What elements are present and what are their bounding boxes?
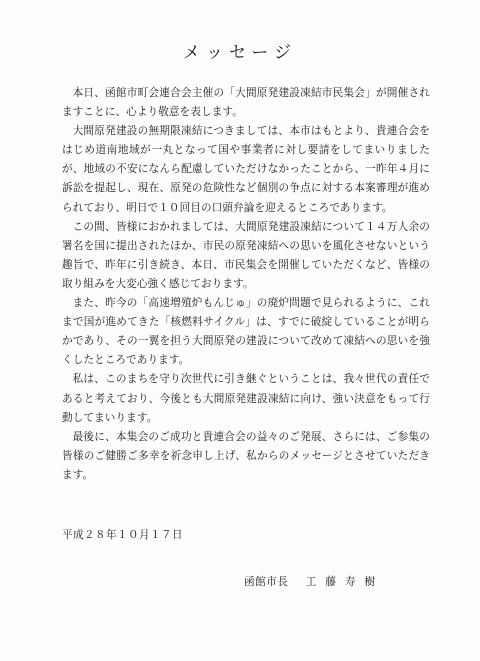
paragraph-5: 私は、このまちを守り次世代に引き継ぐということは、我々世代の責任であると考えており、今後とも大間原発建設凍結に向け、強い決意をもって行動してまいります。 xyxy=(62,373,430,424)
paragraph-1: 本日、函館市町会連合会主催の「大間原発建設凍結市民集会」が開催されますことに、心より敬意を表します。 xyxy=(62,87,430,119)
signature-name: 工藤寿樹 xyxy=(305,576,385,588)
paragraph-6: 最後に、本集会のご成功と貴連合会の益々のご発展、さらには、ご参集の皆様のご健勝ご多幸を祈念申し上げ、私からのメッセージとさせていただきます。 xyxy=(62,430,430,481)
paragraph-2: 大間原発建設の無期限凍結につきましては、本市はもとより、貴連合会をはじめ道南地域が一丸となって国や事業者に対し要請をしてまいりましたが、地域の不安になんら配慮していただけなかったことから、一昨年４月に訴訟を提起し、現在、原発の危険性など個別の争点に対する本案審理が進められており、明日で１０回目の口頭弁論を迎えるところであります。 xyxy=(62,125,430,214)
message-body xyxy=(62,84,430,485)
signature-title: 函館市長 xyxy=(244,576,289,588)
paragraph-3: この間、皆様におかれましては、大間原発建設凍結について１４万人余の署名を国に提出されたほか、市民の原発凍結への思いを風化させないという趣旨で、昨年に引き続き、本日、市民集会を開催していただくなど、皆様の取り組みを大変心強く感じております。 xyxy=(62,220,430,290)
document-title: メッセージ xyxy=(183,43,297,63)
signature-block xyxy=(244,574,384,589)
paragraph-4: また、昨今の「高速増殖炉もんじゅ」の廃炉問題で見られるように、これまで国が進めてきた「核燃料サイクル」は、すでに破綻していることが明らかであり、その一翼を担う大間原発の建設について改めて凍結への思いを強くしたところであります。 xyxy=(62,297,430,367)
document-date: 平成２８年１０月１７日 xyxy=(62,529,183,541)
